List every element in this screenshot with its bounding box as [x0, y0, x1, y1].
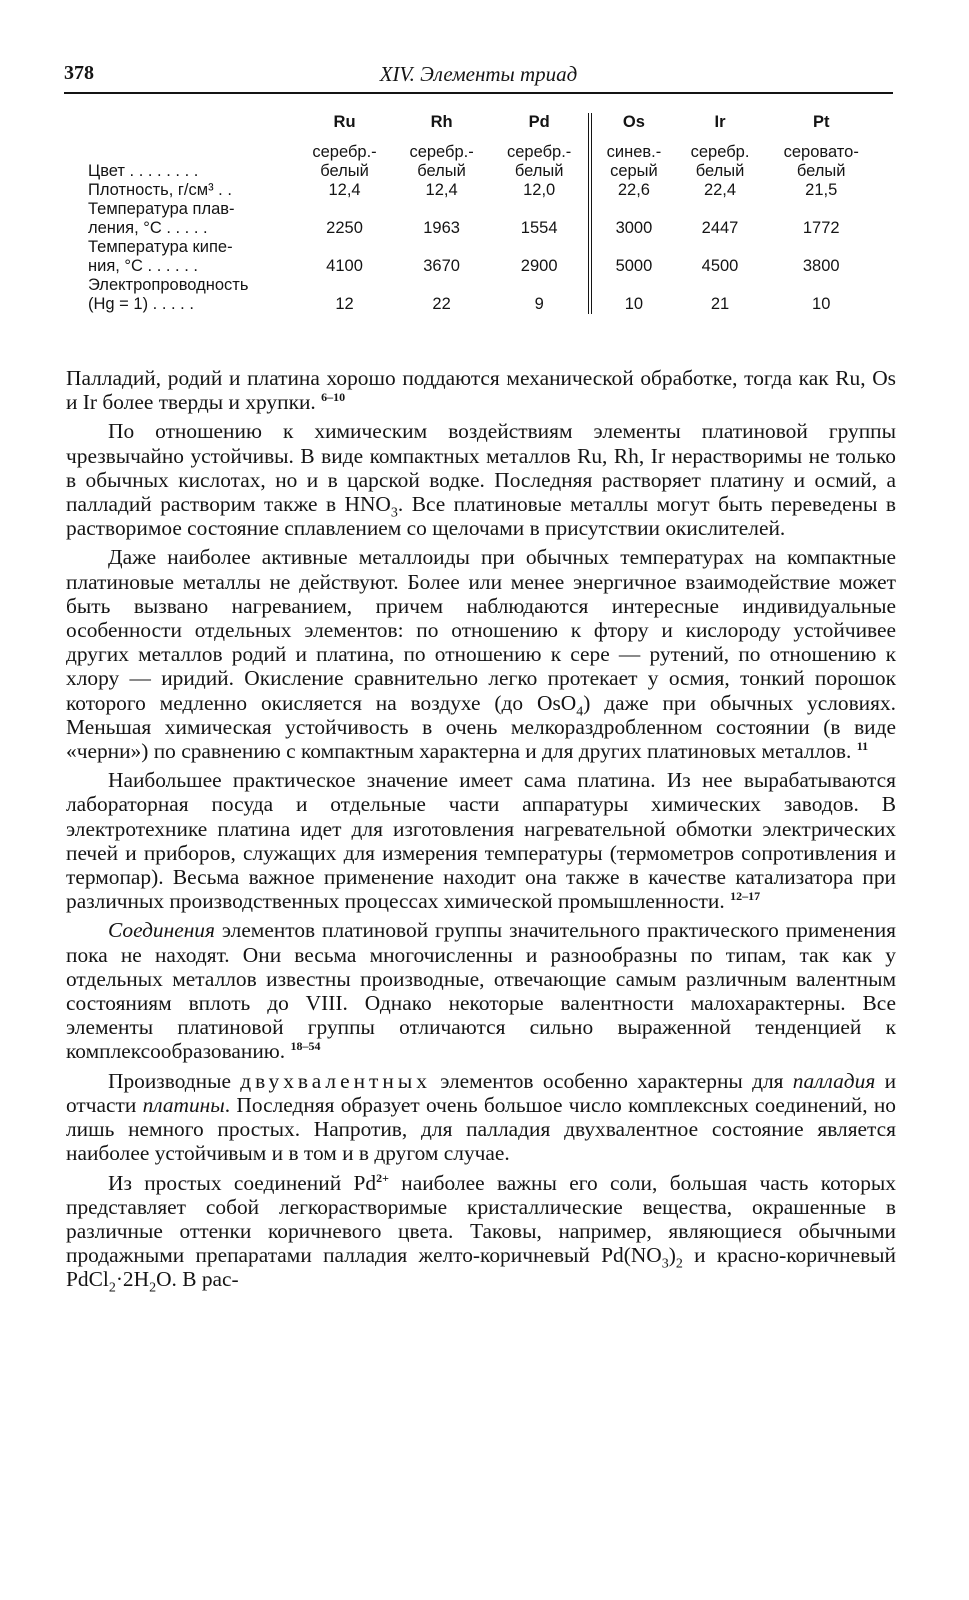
table-cell: серебр.- белый	[409, 143, 474, 180]
table-cell: серебр. белый	[690, 143, 750, 180]
row-label: Температура кипе- ния, °С . . . . . .	[88, 238, 233, 275]
table-cell: 4100	[326, 257, 363, 275]
table-cell: серовато- белый	[783, 143, 859, 180]
table-cell: 3800	[802, 257, 840, 275]
table-cell: 21	[710, 295, 730, 313]
table-row	[88, 276, 878, 314]
table-cell: серебр.- белый	[312, 143, 377, 180]
paragraph: Соединения элементов платиновой группы значительного практического применения пока не находят. Они весьма многочисленны и разнообразны по типам, так как у отдельных металлов известны производные, отвечающие самым различным валентным состояниям вплоть до VIII. Однако некоторые валентности малохарактерны. Все элементы платиновой группы отличаются сильно выраженной тенденцией к комплексообразованию. $^{18-54}$	[66, 918, 896, 1064]
properties-table	[88, 113, 878, 314]
table-cell: 1963	[423, 219, 460, 237]
row-label: Температура плав- ления, °С . . . . .	[88, 200, 235, 237]
reference: 12–17	[730, 889, 761, 904]
paragraph: Палладий, родий и платина хорошо поддаются механической обработке, тогда как Ru, Os и Ir более тверды и хрупки. $^{6-10}$	[66, 366, 896, 415]
table-cell: 2447	[701, 219, 739, 237]
row-label: Цвет . . . . . . . .	[88, 162, 199, 180]
table-cell: 12	[335, 295, 354, 313]
table-corner	[88, 113, 296, 143]
table-cell: 12,4	[425, 181, 458, 199]
paragraph: Производные двухвалентных элементов особенно характерны для палладия и отчасти платины. Последняя образует очень большое число комплексных соединений, но лишь немного простых. Напротив, для палладия двухвалентное состояние является наиболее устойчивым и в том и в другом случае.	[66, 1068, 897, 1166]
column-header: Ru	[333, 113, 356, 131]
column-header: Os	[622, 113, 645, 131]
paragraph: Наибольшее практическое значение имеет сама платина. Из нее вырабатываются лабораторная посуда и отдельные части аппаратуры химических заводов. В электротехнике платина идет для изготовления нагревательной обмотки электрических печей и приборов, служащих для измерения температуры (термометров сопротивления и термопар). Весьма важное применение находит она также в качестве катализатора при различных производственных процессах химической промышленности. $^{12-17}$	[66, 768, 896, 914]
reference: 6–10	[321, 390, 346, 405]
table-cell: 5000	[615, 257, 653, 275]
column-header: Pd	[490, 113, 590, 143]
paragraph: Из простых соединений $Pd^{2+}$ наиболее важны его соли, большая часть которых представляет собой легкорастворимые кристаллические вещества, окрашенные в различные оттенки коричневого цвета. Таковы, например, являющиеся обычными продажными препаратами палладия желто-коричневый $Pd(NO_3)_2$ и красно-коричневый $PdCl_2\cdot 2H_2O$. В рас-	[66, 1170, 897, 1296]
table-cell: серебр.- белый	[490, 143, 590, 181]
table-row	[88, 143, 878, 181]
page-number: 378	[64, 62, 94, 84]
running-title: XIV. Элементы триад	[379, 62, 578, 86]
table-cell: 1772	[802, 219, 840, 237]
table-cell: 3000	[615, 219, 653, 237]
reference: 18–54	[290, 1039, 321, 1054]
column-header: Rh	[430, 113, 453, 131]
table-cell: 10	[812, 295, 831, 313]
table-row	[88, 238, 878, 276]
table-cell: 9	[490, 276, 590, 314]
table-cell: 21,5	[805, 181, 838, 199]
paragraph: Даже наиболее активные металлоиды при обычных температурах на компактные платиновые металлы не действуют. Более или менее энергичное взаимодействие может быть вызвано нагреванием, причем наблюдаются интересные индивидуальные особенности отдельных элементов: по отношению к фтору и кислороду устойчивее других металлов родий и платина, по отношению к сере — рутений, по отношению к хлору — иридий. Окисление сравнительно легко протекает у осмия, тонкий порошок которого медленно окисляется на воздухе (до OsO$_4$) даже при обычных условиях. Меньшая химическая устойчивость в очень мелкораздробленном состоянии (в виде «черни») по сравнению с компактным характерна и для других платиновых металлов. $^{11}$	[66, 545, 896, 764]
table-header-row	[88, 113, 878, 143]
table-cell: 22	[432, 295, 451, 313]
table-cell: 1554	[490, 200, 590, 238]
body-text	[66, 366, 896, 1297]
table-cell: 2900	[490, 238, 590, 276]
table-cell: 22,4	[703, 181, 737, 199]
running-header	[64, 60, 893, 90]
table-cell: синев.- серый	[606, 143, 662, 180]
paragraph: По отношению к химическим воздействиям элементы платиновой группы чрезвычайно устойчивы. В виде компактных металлов Ru, Rh, Ir нерастворимы не только в обычных кислотах, но и в царской водке. Последняя растворяет платину и осмий, а палладий растворим также в $HNO_3$. Все платиновые металлы могут быть переведены в растворимое состояние сплавлением со щелочами в присутствии окислителей.	[66, 419, 897, 541]
reference: 11	[856, 739, 869, 754]
row-label: Плотность, г/см³ . .	[88, 181, 232, 199]
header-rule	[64, 92, 893, 94]
table-cell: 2250	[326, 219, 363, 237]
table-cell: 4500	[701, 257, 739, 275]
table-row	[88, 181, 878, 200]
table-row	[88, 200, 878, 238]
table-cell: 3670	[423, 257, 460, 275]
row-label: Электропроводность (Hg = 1) . . . . .	[88, 276, 249, 313]
table-cell: 12,4	[328, 181, 361, 199]
table-cell: 22,6	[617, 181, 650, 199]
table-cell: 12,0	[490, 181, 590, 200]
table-cell: 10	[624, 295, 644, 313]
column-header: Ir	[714, 113, 726, 131]
column-header: Pt	[812, 113, 830, 131]
